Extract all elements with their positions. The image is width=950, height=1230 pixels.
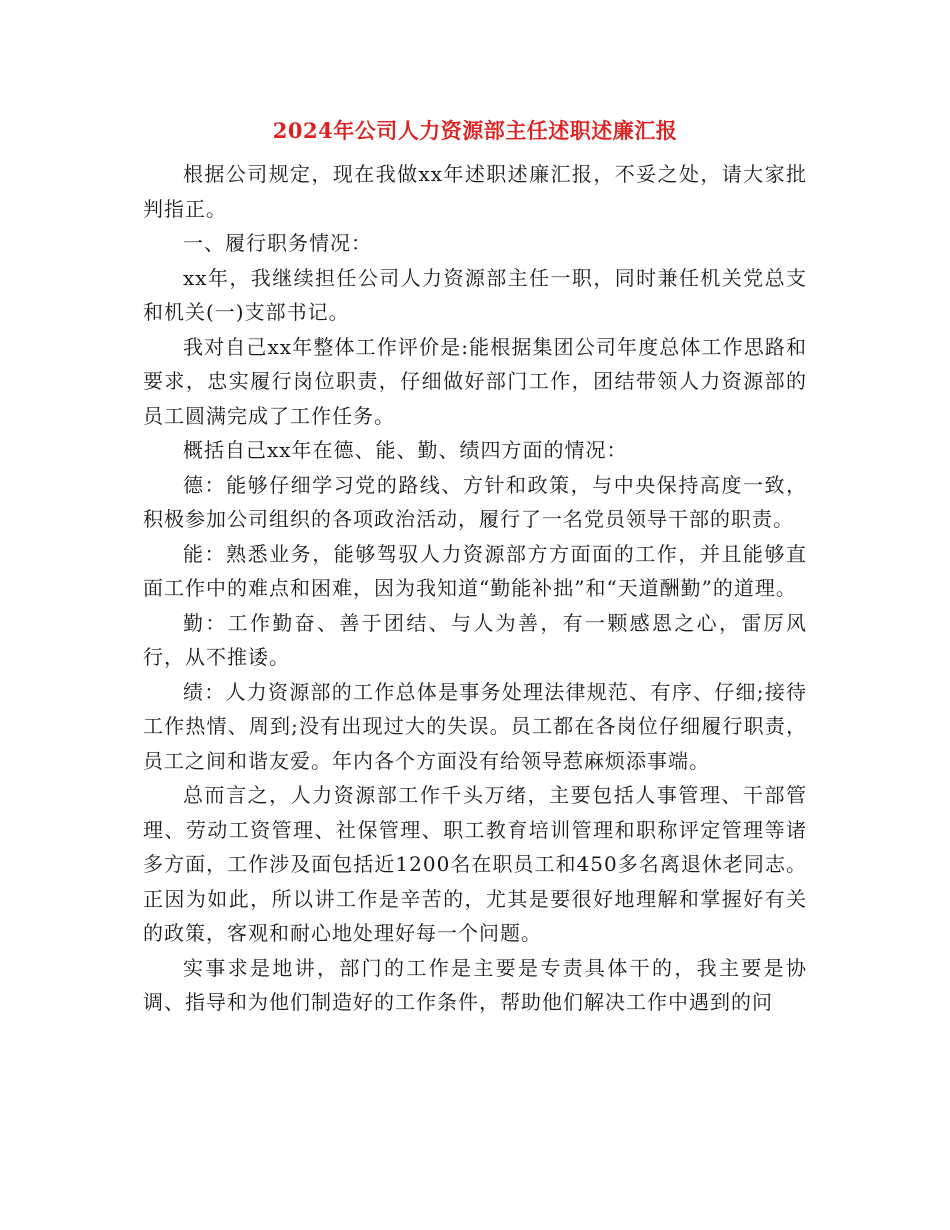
paragraph: 勤：工作勤奋、善于团结、与人为善，有一颗感恩之心，雷厉风行，从不推诿。 <box>143 610 807 669</box>
paragraph: 一、履行职务情况： <box>183 231 372 255</box>
paragraph: 绩：人力资源部的工作总体是事务处理法律规范、有序、仔细;接待工作热情、周到;没有出现过大的失误。员工都在各岗位仔细履行职责，员工之间和谐友爱。年内各个方面没有给领导惹麻烦添事端。 <box>143 679 807 773</box>
document-body <box>143 157 807 1020</box>
paragraph: 我对自己xx年整体工作评价是:能根据集团公司年度总体工作思路和要求，忠实履行岗位职责，仔细做好部门工作，团结带领人力资源部的员工圆满完成了工作任务。 <box>143 334 807 428</box>
paragraph: 概括自己xx年在德、能、勤、绩四方面的情况： <box>183 438 628 462</box>
paragraph: xx年，我继续担任公司人力资源部主任一职，同时兼任机关党总支和机关(一)支部书记。 <box>143 265 807 324</box>
paragraph: 实事求是地讲，部门的工作是主要是专责具体干的，我主要是协调、指导和为他们制造好的工作条件，帮助他们解决工作中遇到的问 <box>143 955 807 1014</box>
paragraph: 德：能够仔细学习党的路线、方针和政策，与中央保持高度一致，积极参加公司组织的各项政治活动，履行了一名党员领导干部的职责。 <box>143 472 807 531</box>
paragraph: 根据公司规定，现在我做xx年述职述廉汇报，不妥之处，请大家批判指正。 <box>143 162 807 221</box>
document-title: 2024年公司人力资源部主任述职述廉汇报 <box>272 118 678 143</box>
paragraph: 能：熟悉业务，能够驾驭人力资源部方方面面的工作，并且能够直面工作中的难点和困难，因为我知道“勤能补拙”和“天道酬勤”的道理。 <box>143 541 807 600</box>
paragraph: 总而言之，人力资源部工作千头万绪，主要包括人事管理、干部管理、劳动工资管理、社保管理、职工教育培训管理和职称评定管理等诸多方面，工作涉及面包括近1200名在职员工和450多名离退休老同志。正因为如此，所以讲工作是辛苦的，尤其是要很好地理解和掌握好有关的政策，客观和耐心地处理好每一个问题。 <box>143 783 807 945</box>
